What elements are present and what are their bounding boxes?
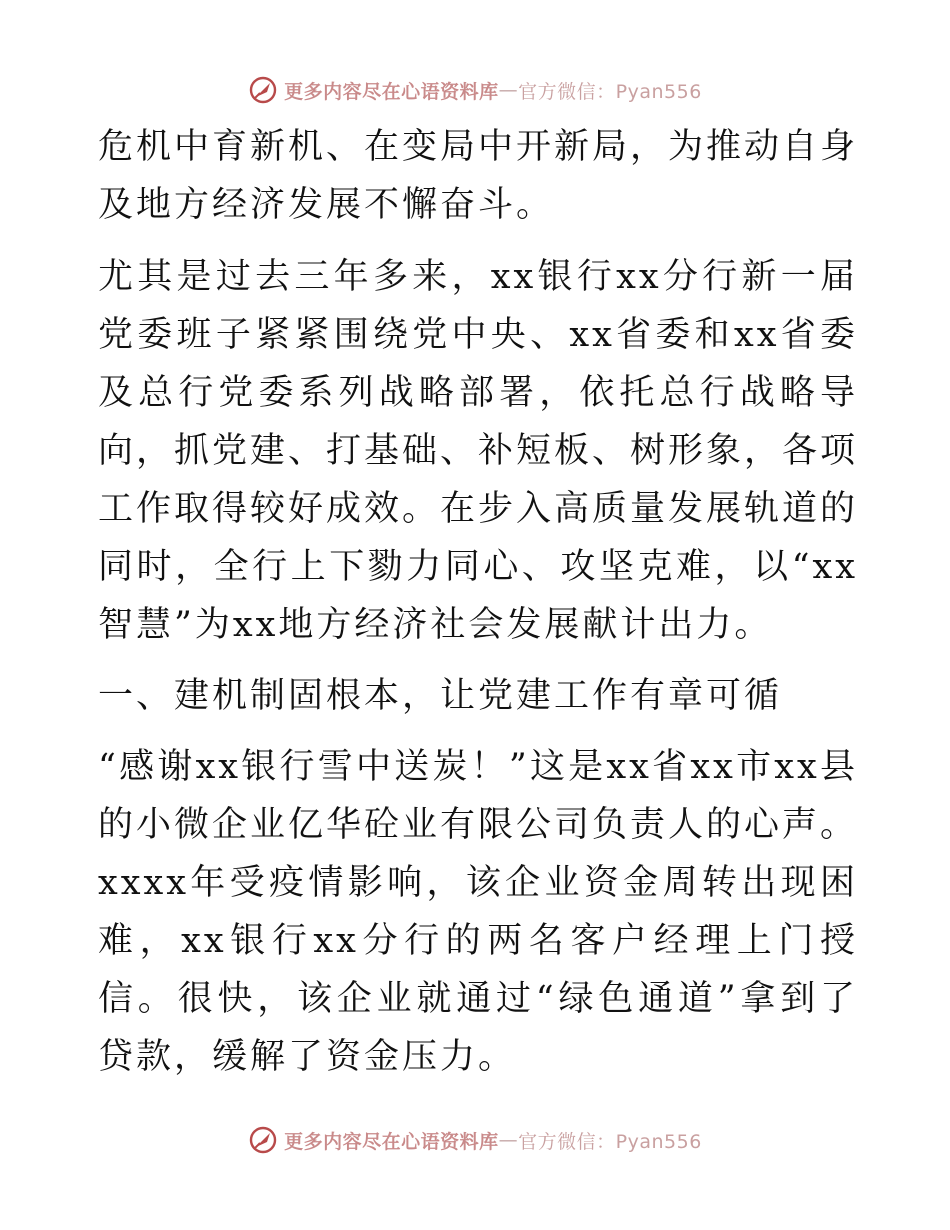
feather-quill-logo-icon: [248, 1125, 278, 1155]
feather-quill-logo-icon: [248, 75, 278, 105]
paragraph-2: 尤其是过去三年多来，xx银行xx分行新一届党委班子紧紧围绕党中央、xx省委和xx省委及总行党委系列战略部署，依托总行战略导向，抓党建、打基础、补短板、树形象，各项工作取得较好成效。在步入高质量发展轨道的同时，全行上下勠力同心、攻坚克难，以“xx智慧”为xx地方经济社会发展献计出力。: [98, 257, 859, 645]
watermark-wechat-text: 官方微信：Pyan556: [518, 1130, 702, 1153]
watermark-separator: —: [498, 79, 519, 101]
footer-watermark: [0, 1120, 950, 1160]
watermark-main-text: 更多内容尽在心语资料库: [284, 1130, 499, 1153]
paragraph-1: 危机中育新机、在变局中开新局，为推动自身及地方经济发展不懈奋斗。: [98, 127, 859, 225]
header-watermark: [0, 70, 950, 110]
section-heading: 一、建机制固根本，让党建工作有章可循: [98, 676, 783, 716]
watermark-separator: —: [498, 1129, 519, 1151]
document-body: [98, 118, 858, 1099]
watermark-main-text: 更多内容尽在心语资料库: [284, 80, 499, 103]
watermark-wechat-text: 官方微信：Pyan556: [518, 80, 702, 103]
paragraph-3: “感谢xx银行雪中送炭！”这是xx省xx市xx县的小微企业亿华砼业有限公司负责人的心声。xxxx年受疫情影响，该企业资金周转出现困难，xx银行xx分行的两名客户经理上门授信。很快，该企业就通过“绿色通道”拿到了贷款，缓解了资金压力。: [98, 747, 859, 1077]
